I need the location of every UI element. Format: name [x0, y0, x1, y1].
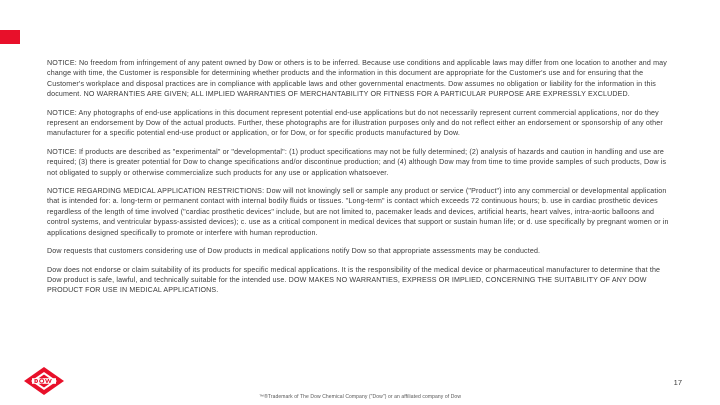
trademark-footer: ™®Trademark of The Dow Chemical Company ("Dow") or an affiliated company of Dow	[258, 394, 462, 400]
dow-diamond-logo-icon	[22, 365, 66, 397]
page-number: 17	[673, 378, 682, 387]
notice-medical-restrictions-paragraph: NOTICE REGARDING MEDICAL APPLICATION RESTRICTIONS: Dow will not knowingly sell or sample any product or service ("Product") into any commercial or developmental application that is intended for: a. long-term or permanent contact with internal bodily fluids or tissues. "Long-term" is contact which exceeds 72 continuous hours; b. use in cardiac prosthetic devices regardless of the length of time involved ("cardiac prosthetic devices" include, but are not limited to, pacemaker leads and devices, artificial hearts, heart valves, intra-aortic balloons and control systems, and ventricular bypass-assisted devices); c. use as a critical component in medical devices that support or sustain human life; or d. use specifically by pregnant women or in applications designed specifically to promote or interfere with human reproduction.	[47, 187, 669, 237]
legal-notice-content	[47, 58, 673, 304]
notice-photographs-paragraph: NOTICE: Any photographs of end-use applications in this document represent potential end-use applications but do not necessarily represent current commercial applications, nor do they represent an endorsement by Dow of the actual products. Further, these photographs are for illustration purposes only and do not reflect either an endorsement or sponsorship of any other manufacturer for a specific potential end-use product or application, or for Dow, or for specific products manufactured by Dow.	[47, 108, 663, 138]
red-accent-bar	[0, 30, 20, 44]
medical-suitability-paragraph: Dow does not endorse or claim suitability of its products for specific medical applications. It is the responsibility of the medical device or pharmaceutical manufacturer to determine that the Dow product is safe, lawful, and technically suitable for the intended use. DOW MAKES NO WARRANTIES, EXPRESS OR IMPLIED, CONCERNING THE SUITABILITY OF ANY DOW PRODUCT FOR USE IN MEDICAL APPLICATIONS.	[47, 265, 661, 295]
medical-assessment-paragraph: Dow requests that customers considering use of Dow products in medical applications notify Dow so that appropriate assessments may be conducted.	[47, 247, 541, 256]
notice-experimental-paragraph: NOTICE: If products are described as "experimental" or "developmental": (1) product specifications may not be fully determined; (2) analysis of hazards and caution in handling and use are required; (3) there is greater potential for Dow to change specifications and/or discontinue production; and (4) although Dow may from time to time provide samples of such products, Dow is not obligated to supply or otherwise commercialize such products for any use or application whatsoever.	[47, 147, 667, 177]
dow-logo-mark	[24, 367, 64, 395]
notice-patent-paragraph: NOTICE: No freedom from infringement of any patent owned by Dow or others is to be inferred. Because use conditions and applicable laws may differ from one location to another and may change with time, the Customer is responsible for determining whether products and the information in this document are appropriate for the Customer's use and for ensuring that the Customer's workplace and disposal practices are in compliance with applicable laws and other governmental enactments. Dow assumes no obligation or liability for the information in this document. NO WARRANTIES ARE GIVEN; ALL IMPLIED WARRANTIES OF MERCHANTABILITY OR FITNESS FOR A PARTICULAR PURPOSE ARE EXPRESSLY EXCLUDED.	[47, 59, 667, 99]
